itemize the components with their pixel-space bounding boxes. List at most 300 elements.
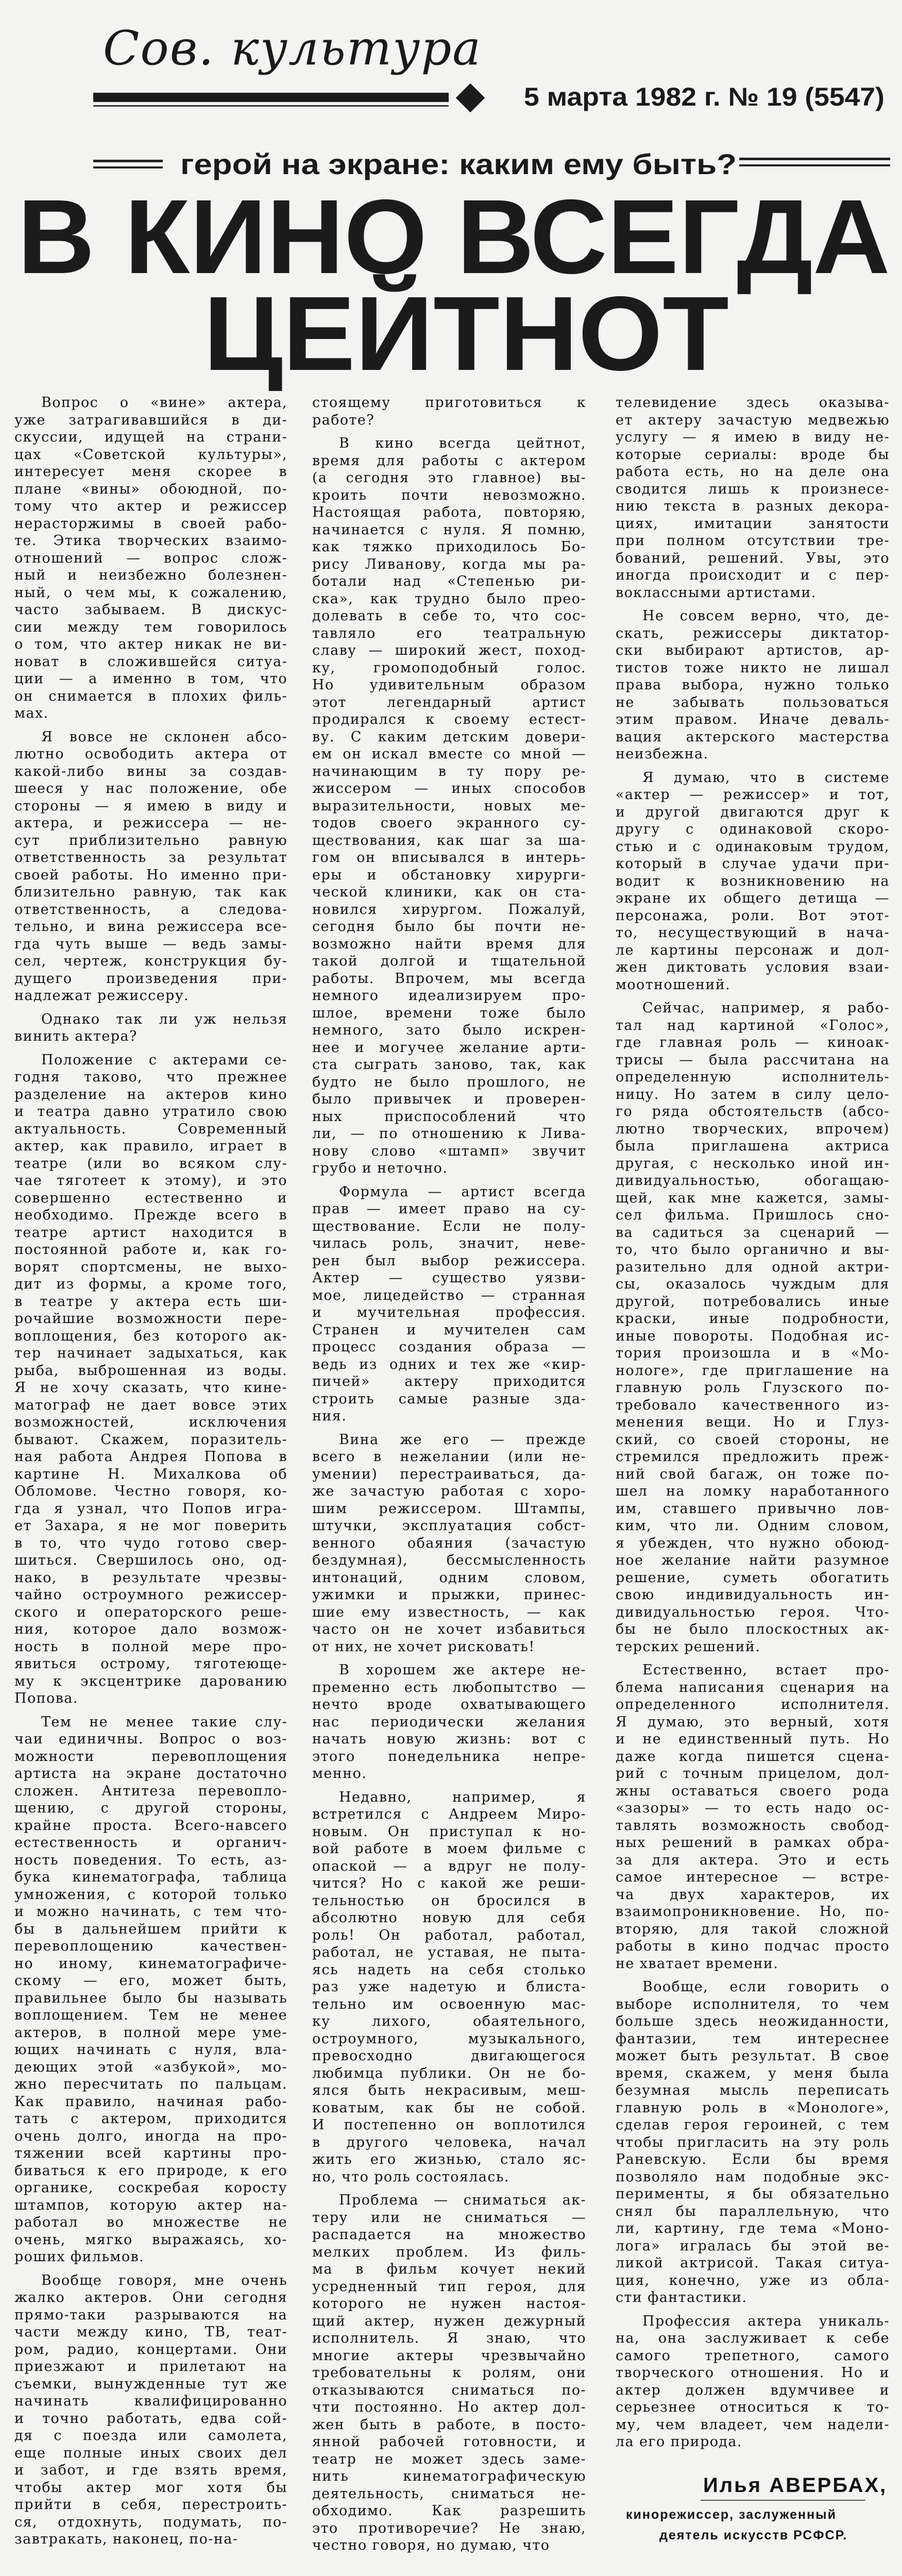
- text-line: сут приблизительно равную: [14, 832, 287, 849]
- text-line: не забывать пользоваться: [616, 694, 890, 710]
- text-line: явиться острому, тяготеюще-: [14, 1656, 287, 1672]
- text-line: очень долго, иногда на про-: [14, 2128, 287, 2144]
- text-line: актер должен вдумчивее и: [616, 2382, 890, 2398]
- text-line: раз уже надетую и блиста-: [312, 1979, 586, 1995]
- text-line: надлежат режиссеру.: [14, 988, 189, 1004]
- text-line: В хорошем же актере не-: [339, 1662, 586, 1678]
- text-line: Вообще говоря, мне очень: [41, 2272, 287, 2289]
- text-line: такой долгой и тщательной: [312, 953, 586, 969]
- text-line: ответственность, а следова-: [14, 901, 287, 918]
- text-line: им, ставшего привычно лов-: [616, 1500, 890, 1517]
- text-line: прав — имеет право на су-: [312, 1201, 586, 1217]
- text-line: актер, как правило, играет в: [14, 1138, 287, 1154]
- text-line: Попова.: [14, 1690, 78, 1706]
- text-line: необходимо. Прежде всего в: [14, 1207, 287, 1223]
- text-line: бездумная), бессмысленность: [312, 1552, 586, 1568]
- text-line: блема написания сценария на: [616, 1679, 890, 1696]
- text-line: было привычек и проверен-: [312, 1091, 586, 1107]
- text-line: ных приспособлений что: [312, 1108, 586, 1125]
- text-line: ет актеру зачастую медвежью: [616, 412, 890, 428]
- text-line: ем он искал вместе со мной —: [312, 746, 586, 762]
- text-line: завтракать, наконец, по-на-: [14, 2531, 239, 2547]
- text-line: рочайшие возможности пере-: [14, 1311, 287, 1327]
- text-line: гда чуть выше — ведь замы-: [14, 936, 287, 952]
- text-line: сел фильма. Пришлось сно-: [616, 1207, 890, 1223]
- text-line: И постепенно он воплотился: [312, 2117, 586, 2133]
- article-paragraph: [616, 607, 890, 763]
- text-line: ция, конечно, уже из обла-: [616, 2272, 890, 2289]
- text-line: ся, отдохнуть, подумать, по-: [14, 2514, 287, 2530]
- header-graphics: [0, 0, 902, 392]
- text-line: бука кинематографа, таблица: [14, 1869, 287, 1885]
- text-line: коватым, как бы не собой.: [312, 2099, 586, 2116]
- text-line: ского и операторского реше-: [14, 1604, 287, 1620]
- text-line: иные повороты. Подобная ис-: [616, 1328, 890, 1344]
- text-line: ле картины персонаж и дол-: [616, 942, 890, 958]
- text-line: воплощением. Тем не менее: [14, 2007, 287, 2023]
- text-line: выразительности, новых ме-: [312, 798, 586, 814]
- text-line: лога» игралась бы этой ве-: [616, 2238, 890, 2254]
- text-line: шиться. Свершилось оно, од-: [14, 1552, 287, 1568]
- text-line: абсолютно новую для себя: [312, 1910, 586, 1926]
- text-line: сложен. Антитеза перевопло-: [14, 1783, 287, 1799]
- text-line: прямо-таки разрываются на: [14, 2307, 287, 2323]
- article-paragraph: [312, 2192, 586, 2554]
- text-line: Вопрос о «вине» актера,: [41, 395, 287, 411]
- text-line: строить самые разные зда-: [312, 1391, 586, 1407]
- text-line: же зачастую работая с хоро-: [312, 1483, 586, 1499]
- text-line: славу — широкий жест, поход-: [312, 642, 586, 658]
- text-line: (а сегодня это главное) вы-: [312, 470, 586, 486]
- rubric-rule-right: [739, 158, 890, 160]
- text-line: ким, что ли. Одним словом,: [616, 1518, 890, 1534]
- text-line: взаимопроникновение. Но, по-: [616, 1904, 890, 1920]
- text-line: экране их общего детища —: [616, 890, 890, 906]
- text-line: ку лихого, обаятельного,: [312, 2013, 586, 2029]
- text-line: где главная роль — киноак-: [616, 1035, 890, 1050]
- text-line: В кино всегда цейтнот,: [339, 435, 586, 451]
- text-line: щению, с другой стороны,: [14, 1800, 287, 1816]
- text-line: ная работа Андрея Попова в: [14, 1449, 287, 1465]
- text-line: Как правило, начиная рабо-: [14, 2093, 287, 2110]
- text-line: тяжении всей картины про-: [14, 2145, 287, 2161]
- text-line: жно пересчитать по пальцам.: [14, 2076, 287, 2092]
- text-line: телевидение здесь оказыва-: [616, 395, 890, 411]
- text-line: главную роль в «Монологе»,: [616, 2099, 890, 2116]
- text-line: в театре у актера есть ши-: [14, 1293, 287, 1310]
- text-line: краски, иные подробности,: [616, 1311, 890, 1327]
- text-line: остроумного, музыкального,: [312, 2030, 586, 2047]
- text-line: Сейчас, например, я рабо-: [642, 1000, 890, 1016]
- text-line: тельно им освоенную мас-: [312, 1996, 586, 2012]
- text-line: бы не было плоскостных ак-: [616, 1621, 890, 1637]
- text-line: го ряда обстоятельств (абсо-: [616, 1104, 890, 1120]
- text-line: Но удивительным образом: [312, 677, 586, 693]
- article-paragraph: [616, 394, 890, 601]
- text-line: стью и с одинаковым трудом,: [616, 838, 890, 855]
- author-title-line-2: деятель искусств РСФСР.: [659, 2528, 848, 2543]
- text-line: приезжают и прилетают на: [14, 2359, 287, 2375]
- text-line: возможно найти время для: [312, 936, 586, 952]
- text-line: ву. С каким детским довери-: [312, 728, 586, 745]
- text-line: дивидуальностью героя. Что-: [616, 1604, 890, 1620]
- text-line: работы. Впрочем, мы всегда: [312, 970, 586, 987]
- article-paragraph: [14, 1011, 287, 1045]
- text-line: то, несуществующий в нача-: [616, 925, 890, 941]
- text-line: артиста на экране достаточно: [14, 1766, 287, 1782]
- text-line: ющих начинать с нуля, вла-: [14, 2042, 287, 2058]
- text-line: Раневскую. Если бы время: [616, 2151, 890, 2167]
- text-line: определенную исполнитель-: [616, 1069, 890, 1085]
- text-line: матограф не дает вовсе этих: [14, 1397, 287, 1413]
- text-line: на, она заслуживает к себе: [616, 2330, 890, 2346]
- text-line: ное желание найти разумное: [616, 1552, 890, 1568]
- text-line: му, чем владеет, чем надели-: [616, 2416, 890, 2433]
- rubric-rule-left: [93, 160, 163, 162]
- text-line: ли, — по отношению к Лива-: [312, 1126, 586, 1142]
- text-line: часто забываем. В дискус-: [14, 602, 287, 618]
- text-line: жен быть в работе, в посто-: [312, 2416, 586, 2433]
- text-line: тал над картиной «Голос»,: [616, 1017, 890, 1033]
- text-line: начать новую жизнь: вот с: [312, 1731, 586, 1747]
- text-line: от них, не хочет рисковать!: [312, 1638, 535, 1655]
- text-line: то, что было органично и вы-: [616, 1242, 890, 1258]
- text-line: дущего произведения при-: [14, 970, 287, 987]
- text-line: дит из формы, а кроме того,: [14, 1276, 287, 1292]
- text-line: чти постоянно. Но актер дол-: [312, 2399, 586, 2415]
- text-line: скать, режиссеры диктатор-: [616, 625, 890, 641]
- text-line: моотношений.: [616, 976, 731, 993]
- text-line: и другой двигаются друг к: [616, 804, 890, 820]
- text-line: была приглашена актриса: [616, 1138, 890, 1154]
- text-line: вторяю, для такой сложной: [616, 1921, 890, 1937]
- text-line: начинать квалифицированно: [14, 2393, 287, 2409]
- text-line: прийти в себя, перестроить-: [14, 2497, 287, 2513]
- text-line: ста сыграть заново, так, как: [312, 1057, 586, 1073]
- text-line: ворят спортсмены, не выхо-: [14, 1259, 287, 1275]
- article-paragraph: [312, 1183, 586, 1425]
- text-line: крайне проста. Всего-навсего: [14, 1817, 287, 1834]
- text-line: ку, громоподобный голос.: [312, 659, 586, 676]
- text-line: тому что актер и режиссер: [14, 498, 287, 514]
- text-line: и забот, и где взять время,: [14, 2462, 287, 2478]
- text-line: может быть результат. В свое: [616, 2048, 890, 2064]
- text-line: другой, потребовались иные: [616, 1293, 890, 1310]
- text-line: ции — а именно в том, что: [14, 671, 287, 687]
- text-line: этим правом. Иначе деваль-: [616, 711, 890, 727]
- text-line: персонажа, роли. Вот этот-: [616, 907, 890, 924]
- text-line: отношений — вопрос слож-: [14, 550, 287, 566]
- text-line: годня таково, что прежнее: [14, 1069, 287, 1085]
- text-line: нову слово «штамп» звучит: [312, 1143, 586, 1159]
- text-line: тельно, и вина режиссера все-: [14, 919, 287, 935]
- text-line: перименты, я бы обязательно: [616, 2186, 890, 2202]
- text-line: ществования, как шаг за ша-: [312, 832, 586, 849]
- text-line: какой-либо вины за создав-: [14, 763, 287, 779]
- text-line: тавляло его театральную: [312, 625, 586, 641]
- text-line: выборе исполнителя, то чем: [616, 1996, 890, 2012]
- text-line: жны оставаться своего рода: [616, 1783, 890, 1799]
- article-paragraph: [616, 769, 890, 994]
- article-paragraph: [616, 999, 890, 1655]
- text-line: работа есть, но на деле она: [616, 464, 890, 480]
- text-line: больше здесь неожиданности,: [616, 2013, 890, 2029]
- text-line: плане «вины» обоюдной, по-: [14, 481, 287, 497]
- text-line: сел, чертеж, конструкция бу-: [14, 953, 287, 969]
- text-line: разделение на актеров кино: [14, 1086, 287, 1103]
- text-line: Вообще, если говорить о: [642, 1979, 890, 1995]
- text-line: снял бы параллельную, что: [616, 2203, 890, 2219]
- text-line: и можно начинать, с тем что-: [14, 1904, 287, 1920]
- text-line: чайно остроумного режиссер-: [14, 1587, 287, 1603]
- text-line: органике, соскребая коросту: [14, 2180, 287, 2196]
- article-paragraph: [312, 1662, 586, 1783]
- text-line: нее и могучее желание арти-: [312, 1039, 586, 1056]
- text-line: ла его природа.: [616, 2434, 742, 2450]
- text-line: Недавно, например, я: [339, 1789, 586, 1805]
- text-line: обходимо. Как разрешить: [312, 2503, 586, 2519]
- text-line: дивидуальностью, обогащаю-: [616, 1173, 890, 1189]
- text-line: сегодня было бы почти не-: [312, 919, 586, 935]
- text-line: нако, в результате чрезвы-: [14, 1569, 287, 1586]
- text-line: сводится лишь к произнесе-: [616, 481, 890, 497]
- text-line: серьезнее относиться к то-: [616, 2399, 890, 2415]
- text-line: Я вовсе не склонен абсо-: [41, 728, 287, 745]
- text-line: в то, что чудо готово свер-: [14, 1535, 287, 1551]
- text-line: начинается с нуля. Я помню,: [312, 521, 586, 538]
- text-line: стороны — я имею в виду и: [14, 798, 287, 814]
- text-line: му к эксцентрике дарованию: [14, 1673, 287, 1689]
- headline-line-1: В КИНО ВСЕГДА: [18, 178, 891, 296]
- text-line: тавлять возможность свобод-: [616, 1817, 890, 1834]
- text-line: правильнее было бы называть: [14, 1990, 287, 2006]
- text-line: менения вещи. Но и Глуз-: [616, 1414, 890, 1430]
- text-line: ва садиться за сценарий —: [616, 1224, 890, 1241]
- text-line: ответственность за результат: [14, 850, 287, 866]
- text-line: «зазоры» — то есть надо ос-: [616, 1800, 890, 1816]
- text-line: уже затрагивавшийся в ди-: [14, 412, 287, 428]
- text-line: в другого человека, начал: [312, 2134, 586, 2150]
- text-line: ром, радио, концертами. Они: [14, 2341, 287, 2358]
- text-line: вой работе в моем фильме с: [312, 1841, 586, 1857]
- text-line: скуссии, идущей на страни-: [14, 429, 287, 445]
- text-line: скому — его, может быть,: [14, 1973, 287, 1989]
- text-line: Настоящая работа, повторяю,: [312, 504, 586, 520]
- text-line: встретился с Андреем Миро-: [312, 1806, 586, 1822]
- text-line: ведь из одних и тех же «кир-: [312, 1356, 586, 1372]
- text-line: я убежден, что нужно обоюд-: [616, 1535, 890, 1551]
- text-line: деющих этой «азбукой», мо-: [14, 2059, 287, 2075]
- text-line: о том, что актер никак не ви-: [14, 636, 287, 652]
- text-line: и мучительная профессия.: [312, 1304, 586, 1320]
- text-line: другая, с несколько иной ин-: [616, 1155, 890, 1172]
- text-line: Проблема — сниматься ак-: [339, 2192, 586, 2208]
- text-line: тер начинает задыхаться, как: [14, 1345, 287, 1361]
- text-line: ли, картину, где тема «Моно-: [616, 2221, 890, 2236]
- text-line: еще полные иных своих дел: [14, 2445, 287, 2461]
- text-line: те. Этика творческих взаимо-: [14, 533, 287, 549]
- text-line: интонаций, одним словом,: [312, 1569, 586, 1586]
- text-line: ния.: [312, 1408, 347, 1424]
- text-line: гом он вписывался в интерь-: [312, 850, 586, 866]
- text-line: ческой клиники, как он ста-: [312, 884, 586, 900]
- text-line: позволяло нам подобные экс-: [616, 2168, 890, 2185]
- text-line: всего в нежелании (или не-: [312, 1449, 586, 1465]
- text-line: услугу — я имею в виду не-: [616, 429, 890, 445]
- text-line: но, что роль состоялась.: [312, 2168, 509, 2185]
- text-line: сии между тем говорилось: [14, 619, 287, 635]
- text-line: тистов тоже никто не лишал: [616, 659, 890, 676]
- text-line: шим режиссером. Штампы,: [312, 1500, 586, 1517]
- text-line: опаской — а вдруг не полу-: [312, 1858, 586, 1874]
- text-line: очень, мягко выражаясь, хо-: [14, 2231, 287, 2248]
- text-line: неизбежна.: [616, 746, 709, 762]
- text-line: сы, оказалось чуждым для: [616, 1276, 890, 1292]
- article-paragraph: [14, 394, 287, 722]
- text-line: Я думаю, что в системе: [642, 769, 890, 786]
- text-line: терских решений.: [616, 1638, 761, 1655]
- text-line: даже когда пишется сцена-: [616, 1748, 890, 1765]
- text-line: Обломове. Честно говоря, ко-: [14, 1483, 287, 1499]
- text-line: безумная мысль переписать: [616, 2082, 890, 2098]
- text-line: гда я узнал, что Попов игра-: [14, 1500, 287, 1517]
- rubric-title: герой на экране: каким ему быть?: [180, 148, 737, 180]
- text-line: самое интересное — встре-: [616, 1869, 890, 1885]
- text-line: который в случае удачи при-: [616, 856, 890, 872]
- issue-date: 5 марта 1982 г. № 19 (5547): [524, 82, 884, 111]
- text-line: тодов своего экранного су-: [312, 815, 586, 831]
- text-line: тельностью он бросился в: [312, 1892, 586, 1909]
- text-line: картине Н. Михалкова об: [14, 1466, 287, 1482]
- author-name: Илья АВЕРБАХ,: [703, 2474, 888, 2497]
- text-line: работал во множестве не: [14, 2214, 287, 2230]
- article-paragraph: [312, 435, 586, 1177]
- text-line: пичей» актеру приходится: [312, 1374, 586, 1389]
- text-line: ницу. Но затем в силу цело-: [616, 1086, 890, 1103]
- text-line: ский, со своей стороны, не: [616, 1431, 890, 1448]
- article-paragraph: [312, 1789, 586, 2186]
- text-line: это противоречие? Не знаю,: [312, 2520, 586, 2536]
- text-line: главную роль Глузского по-: [616, 1380, 890, 1396]
- text-line: работе?: [312, 412, 375, 428]
- text-line: новат в сложившейся ситуа-: [14, 653, 287, 670]
- article-paragraph: [14, 1052, 287, 1707]
- text-line: жиссером — иных способов: [312, 781, 586, 796]
- text-line: естественность и органич-: [14, 1835, 287, 1851]
- text-line: как тяжко приходилось Бо-: [312, 539, 586, 555]
- text-line: роших фильмов.: [14, 2249, 145, 2265]
- text-line: интересует меня скорее в: [14, 464, 287, 480]
- text-line: умножения, с которой только: [14, 1886, 287, 1903]
- article-column-3: [616, 394, 890, 2457]
- text-line: не хватает времени.: [616, 1955, 779, 1972]
- text-line: ча двух характеров, их: [616, 1886, 890, 1903]
- text-line: мах.: [14, 705, 49, 721]
- text-line: чится? Но с какой же реши-: [312, 1875, 586, 1891]
- text-line: театр не может здесь заме-: [312, 2451, 586, 2467]
- byline-underline: [701, 2500, 865, 2501]
- article-paragraph: [616, 2313, 890, 2451]
- text-line: сделав героя героиней, с тем: [616, 2117, 890, 2133]
- text-line: требовало качественного из-: [616, 1397, 890, 1413]
- text-line: работы в кино подчас просто: [616, 1938, 890, 1954]
- text-line: ска», как трудно было прео-: [312, 590, 586, 607]
- text-line: Не совсем верно, что, де-: [642, 608, 890, 624]
- text-line: чаи единичны. Вопрос о воз-: [14, 1731, 287, 1747]
- text-line: и не единственный путь. Но: [616, 1731, 890, 1747]
- text-line: чтобы актер мог хотя бы: [14, 2479, 287, 2496]
- text-line: Естественно, встает про-: [642, 1662, 890, 1678]
- text-line: шие ему известность, — как: [312, 1604, 586, 1620]
- text-line: щий актер, нужен дежурный: [312, 2313, 586, 2329]
- text-line: биваться к его природе, к его: [14, 2162, 287, 2179]
- text-line: этого понедельника непре-: [312, 1748, 586, 1765]
- text-line: ность в полной мере про-: [14, 1638, 287, 1655]
- text-line: мое, лицедейство — странная: [312, 1287, 586, 1303]
- text-line: воклассными артистами.: [616, 584, 816, 601]
- text-line: при полном отсутствии тре-: [616, 533, 890, 549]
- text-line: ет Захара, я не мог поверить: [14, 1518, 287, 1534]
- text-line: за для актера. Это и есть: [616, 1852, 890, 1868]
- text-line: роль! Он работал, работал,: [312, 1927, 586, 1943]
- text-line: бы в дальнейшем прийти к: [14, 1921, 287, 1937]
- text-line: чтобы пригласить на эту роль: [616, 2134, 890, 2150]
- text-line: актуальность. Современный: [14, 1121, 287, 1137]
- text-line: самого трепетного, самого: [616, 2347, 890, 2364]
- text-line: нерасторжимы в своей рабо-: [14, 515, 287, 532]
- article-paragraph: [312, 1431, 586, 1656]
- text-line: трисы — была рассчитана на: [616, 1052, 890, 1068]
- text-line: Актер — существо уязви-: [312, 1270, 586, 1286]
- text-line: решение, суметь обогатить: [616, 1569, 890, 1586]
- text-line: честно говоря, но думаю, что: [312, 2537, 550, 2553]
- text-line: менно.: [312, 1766, 367, 1782]
- text-line: Я думаю, это верный, хотя: [616, 1714, 890, 1730]
- text-line: Я не хочу сказать, что кине-: [14, 1380, 287, 1396]
- text-line: время, скажем, у меня была: [616, 2065, 890, 2081]
- text-line: которые сериалы: вроде бы: [616, 446, 890, 463]
- text-line: янной рабочей готовности, и: [312, 2434, 586, 2450]
- text-line: многие актеры чрезвычайно: [312, 2347, 586, 2364]
- text-line: сти фантастики.: [616, 2290, 747, 2306]
- text-line: штучки, эксплуатация собст-: [312, 1518, 586, 1534]
- text-line: щей, как мне кажется, замы-: [616, 1190, 890, 1206]
- text-line: будто не было прошлого, не: [312, 1074, 586, 1090]
- text-line: театре (или во всяком слу-: [14, 1155, 287, 1172]
- text-line: шел на ломку наработанного: [616, 1483, 890, 1499]
- text-line: ялся быть некрасивым, меш-: [312, 2082, 586, 2098]
- text-line: ликой актрисой. Такая ситуа-: [616, 2255, 890, 2271]
- text-line: Профессия актера уникаль-: [642, 2313, 890, 2329]
- text-line: дя с поезда или самолета,: [14, 2428, 287, 2444]
- text-line: усредненный тип героя, для: [312, 2278, 586, 2295]
- text-line: совершенно естественно и: [14, 1190, 287, 1206]
- text-line: чае тяготеет к этому), и это: [14, 1173, 287, 1189]
- text-line: актеров, в полной мере уме-: [14, 2024, 287, 2041]
- text-line: распадается на множество: [312, 2227, 586, 2243]
- text-line: своей работы. Но именно при-: [14, 867, 287, 883]
- text-line: чилась роль, значит, неве-: [312, 1235, 586, 1251]
- text-line: Вина же его — прежде: [339, 1431, 586, 1448]
- text-line: стремился предложить преж-: [616, 1449, 890, 1465]
- text-line: ния, которое дало возмож-: [14, 1621, 287, 1637]
- text-line: театре артист находится в: [14, 1224, 287, 1241]
- text-line: ужимки и прыжки, принес-: [312, 1587, 586, 1603]
- publication-handwritten-note: Сов. культура: [103, 21, 482, 76]
- text-line: постоянной работе и, как го-: [14, 1242, 287, 1258]
- text-line: но иному, кинематографиче-: [14, 1955, 287, 1972]
- article-paragraph: [616, 1662, 890, 1972]
